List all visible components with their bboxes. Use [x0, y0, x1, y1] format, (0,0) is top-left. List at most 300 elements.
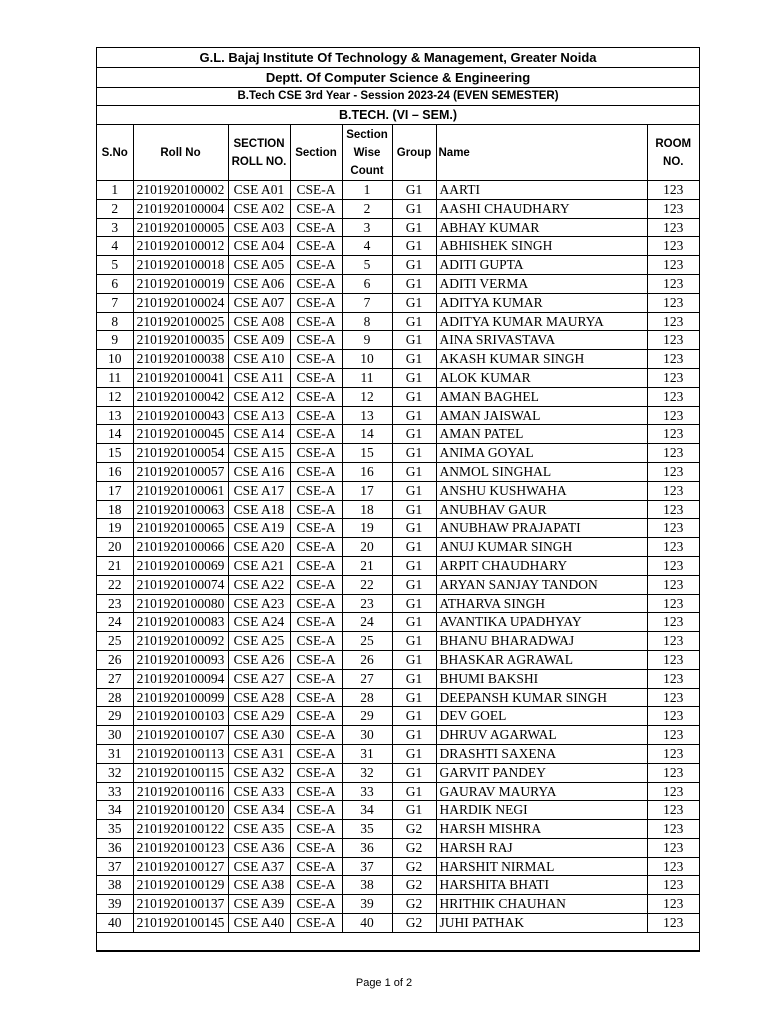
cell-section-count: 21 — [342, 556, 392, 575]
cell-name: HARSHITA BHATI — [436, 876, 647, 895]
cell-sno: 18 — [97, 500, 133, 519]
cell-section: CSE-A — [290, 801, 342, 820]
table-row — [97, 406, 699, 425]
cell-section-roll-no: CSE A01 — [228, 181, 290, 200]
cell-group: G1 — [392, 669, 436, 688]
cell-section: CSE-A — [290, 820, 342, 839]
table-row — [97, 199, 699, 218]
cell-name: ANMOL SINGHAL — [436, 462, 647, 481]
cell-section-roll-no: CSE A19 — [228, 519, 290, 538]
table-row — [97, 726, 699, 745]
table-row — [97, 914, 699, 933]
cell-roll-no: 2101920100035 — [133, 331, 228, 350]
table-header-row — [97, 125, 699, 181]
cell-roll-no: 2101920100054 — [133, 444, 228, 463]
cell-section-count: 26 — [342, 650, 392, 669]
cell-name: ANUJ KUMAR SINGH — [436, 538, 647, 557]
table-row — [97, 801, 699, 820]
cell-section-roll-no: CSE A07 — [228, 293, 290, 312]
cell-name: HRITHIK CHAUHAN — [436, 895, 647, 914]
table-row — [97, 181, 699, 200]
cell-section: CSE-A — [290, 594, 342, 613]
cell-section-count: 24 — [342, 613, 392, 632]
cell-section-roll-no: CSE A04 — [228, 237, 290, 256]
session-title: B.Tech CSE 3rd Year - Session 2023-24 (EVEN SEMESTER) — [97, 88, 699, 106]
cell-section: CSE-A — [290, 218, 342, 237]
cell-group: G1 — [392, 181, 436, 200]
cell-room-no: 123 — [647, 782, 699, 801]
cell-room-no: 123 — [647, 575, 699, 594]
cell-group: G1 — [392, 688, 436, 707]
cell-sno: 26 — [97, 650, 133, 669]
cell-room-no: 123 — [647, 519, 699, 538]
cell-group: G1 — [392, 218, 436, 237]
col-header-group: Group — [392, 125, 436, 181]
cell-section-roll-no: CSE A26 — [228, 650, 290, 669]
cell-roll-no: 2101920100103 — [133, 707, 228, 726]
cell-section-roll-no: CSE A39 — [228, 895, 290, 914]
cell-section: CSE-A — [290, 519, 342, 538]
cell-section-count: 9 — [342, 331, 392, 350]
cell-section-count: 13 — [342, 406, 392, 425]
cell-group: G1 — [392, 350, 436, 369]
cell-sno: 6 — [97, 274, 133, 293]
cell-roll-no: 2101920100116 — [133, 782, 228, 801]
cell-sno: 34 — [97, 801, 133, 820]
cell-section-count: 8 — [342, 312, 392, 331]
cell-roll-no: 2101920100024 — [133, 293, 228, 312]
cell-section-count: 35 — [342, 820, 392, 839]
cell-group: G1 — [392, 406, 436, 425]
cell-sno: 4 — [97, 237, 133, 256]
table-row — [97, 538, 699, 557]
cell-section: CSE-A — [290, 632, 342, 651]
cell-name: AKASH KUMAR SINGH — [436, 350, 647, 369]
table-row — [97, 237, 699, 256]
col-header-name: Name — [436, 125, 647, 181]
cell-section-roll-no: CSE A24 — [228, 613, 290, 632]
cell-sno: 36 — [97, 838, 133, 857]
cell-section-count: 27 — [342, 669, 392, 688]
cell-section-roll-no: CSE A12 — [228, 387, 290, 406]
cell-room-no: 123 — [647, 669, 699, 688]
cell-roll-no: 2101920100069 — [133, 556, 228, 575]
cell-room-no: 123 — [647, 256, 699, 275]
cell-section-roll-no: CSE A28 — [228, 688, 290, 707]
col-header-section-roll-no-line: ROLL NO. — [231, 155, 287, 168]
page-number: Page 1 of 2 — [355, 977, 413, 989]
cell-sno: 33 — [97, 782, 133, 801]
col-header-section-roll-no-line: SECTION — [233, 137, 285, 150]
cell-roll-no: 2101920100066 — [133, 538, 228, 557]
cell-section-roll-no: CSE A38 — [228, 876, 290, 895]
cell-section-count: 19 — [342, 519, 392, 538]
cell-section-count: 40 — [342, 914, 392, 933]
cell-name: DRASHTI SAXENA — [436, 744, 647, 763]
cell-section: CSE-A — [290, 538, 342, 557]
table-row — [97, 669, 699, 688]
cell-section-roll-no: CSE A34 — [228, 801, 290, 820]
cell-section-count: 16 — [342, 462, 392, 481]
cell-section-roll-no: CSE A03 — [228, 218, 290, 237]
cell-roll-no: 2101920100115 — [133, 763, 228, 782]
cell-section: CSE-A — [290, 406, 342, 425]
cell-group: G1 — [392, 707, 436, 726]
cell-section-roll-no: CSE A30 — [228, 726, 290, 745]
cell-section: CSE-A — [290, 575, 342, 594]
table-row — [97, 368, 699, 387]
cell-section: CSE-A — [290, 462, 342, 481]
cell-roll-no: 2101920100094 — [133, 669, 228, 688]
cell-roll-no: 2101920100093 — [133, 650, 228, 669]
cell-section-count: 4 — [342, 237, 392, 256]
table-row — [97, 500, 699, 519]
cell-section-roll-no: CSE A40 — [228, 914, 290, 933]
cell-sno: 14 — [97, 425, 133, 444]
cell-roll-no: 2101920100012 — [133, 237, 228, 256]
cell-sno: 35 — [97, 820, 133, 839]
cell-roll-no: 2101920100122 — [133, 820, 228, 839]
cell-section-roll-no: CSE A08 — [228, 312, 290, 331]
col-header-room-no — [647, 125, 699, 181]
cell-room-no: 123 — [647, 538, 699, 557]
cell-section: CSE-A — [290, 199, 342, 218]
cell-section: CSE-A — [290, 669, 342, 688]
cell-section-roll-no: CSE A23 — [228, 594, 290, 613]
cell-section: CSE-A — [290, 481, 342, 500]
cell-room-no: 123 — [647, 838, 699, 857]
cell-section: CSE-A — [290, 688, 342, 707]
col-header-room-line: ROOM — [655, 137, 692, 150]
cell-name: AMAN BAGHEL — [436, 387, 647, 406]
cell-name: AMAN PATEL — [436, 425, 647, 444]
col-header-sno: S.No — [97, 125, 133, 181]
cell-sno: 17 — [97, 481, 133, 500]
cell-name: ADITYA KUMAR — [436, 293, 647, 312]
cell-group: G1 — [392, 763, 436, 782]
cell-section-roll-no: CSE A37 — [228, 857, 290, 876]
cell-sno: 3 — [97, 218, 133, 237]
cell-name: ANUBHAV GAUR — [436, 500, 647, 519]
cell-section: CSE-A — [290, 650, 342, 669]
cell-section: CSE-A — [290, 726, 342, 745]
col-header-count-line: Section — [346, 128, 388, 141]
empty-cell — [97, 932, 699, 950]
table-row — [97, 462, 699, 481]
attendance-sheet — [96, 47, 700, 952]
cell-name: HARSH MISHRA — [436, 820, 647, 839]
cell-section-roll-no: CSE A16 — [228, 462, 290, 481]
cell-roll-no: 2101920100061 — [133, 481, 228, 500]
cell-sno: 12 — [97, 387, 133, 406]
cell-group: G1 — [392, 782, 436, 801]
cell-section: CSE-A — [290, 556, 342, 575]
cell-roll-no: 2101920100057 — [133, 462, 228, 481]
cell-section-count: 30 — [342, 726, 392, 745]
cell-room-no: 123 — [647, 500, 699, 519]
cell-section-count: 31 — [342, 744, 392, 763]
cell-roll-no: 2101920100137 — [133, 895, 228, 914]
cell-section-count: 39 — [342, 895, 392, 914]
cell-sno: 28 — [97, 688, 133, 707]
cell-section-count: 37 — [342, 857, 392, 876]
cell-name: AVANTIKA UPADHYAY — [436, 613, 647, 632]
cell-section-roll-no: CSE A09 — [228, 331, 290, 350]
cell-group: G1 — [392, 256, 436, 275]
table-row — [97, 293, 699, 312]
cell-room-no: 123 — [647, 556, 699, 575]
cell-group: G1 — [392, 726, 436, 745]
cell-room-no: 123 — [647, 820, 699, 839]
cell-section-roll-no: CSE A33 — [228, 782, 290, 801]
table-row — [97, 256, 699, 275]
cell-sno: 25 — [97, 632, 133, 651]
cell-name: AINA SRIVASTAVA — [436, 331, 647, 350]
cell-roll-no: 2101920100113 — [133, 744, 228, 763]
cell-group: G1 — [392, 650, 436, 669]
cell-section: CSE-A — [290, 857, 342, 876]
cell-group: G1 — [392, 274, 436, 293]
cell-section-count: 22 — [342, 575, 392, 594]
cell-group: G1 — [392, 387, 436, 406]
cell-room-no: 123 — [647, 387, 699, 406]
cell-roll-no: 2101920100123 — [133, 838, 228, 857]
cell-section-roll-no: CSE A31 — [228, 744, 290, 763]
cell-sno: 37 — [97, 857, 133, 876]
cell-name: ALOK KUMAR — [436, 368, 647, 387]
cell-section: CSE-A — [290, 256, 342, 275]
cell-roll-no: 2101920100107 — [133, 726, 228, 745]
table-row — [97, 218, 699, 237]
cell-group: G1 — [392, 632, 436, 651]
cell-roll-no: 2101920100063 — [133, 500, 228, 519]
cell-section-count: 38 — [342, 876, 392, 895]
department-title: Deptt. Of Computer Science & Engineering — [97, 68, 699, 88]
cell-room-no: 123 — [647, 218, 699, 237]
cell-section: CSE-A — [290, 895, 342, 914]
cell-group: G1 — [392, 594, 436, 613]
table-row — [97, 575, 699, 594]
cell-group: G2 — [392, 876, 436, 895]
cell-section: CSE-A — [290, 293, 342, 312]
cell-roll-no: 2101920100145 — [133, 914, 228, 933]
cell-section-count: 36 — [342, 838, 392, 857]
cell-section-count: 34 — [342, 801, 392, 820]
cell-roll-no: 2101920100038 — [133, 350, 228, 369]
cell-roll-no: 2101920100083 — [133, 613, 228, 632]
cell-room-no: 123 — [647, 914, 699, 933]
cell-group: G1 — [392, 293, 436, 312]
cell-section-count: 10 — [342, 350, 392, 369]
cell-roll-no: 2101920100004 — [133, 199, 228, 218]
cell-name: ANUBHAW PRAJAPATI — [436, 519, 647, 538]
cell-name: AASHI CHAUDHARY — [436, 199, 647, 218]
cell-group: G1 — [392, 538, 436, 557]
table-row — [97, 650, 699, 669]
cell-section-roll-no: CSE A20 — [228, 538, 290, 557]
cell-room-no: 123 — [647, 444, 699, 463]
cell-group: G1 — [392, 801, 436, 820]
cell-section-count: 12 — [342, 387, 392, 406]
cell-group: G2 — [392, 838, 436, 857]
col-header-roll-no: Roll No — [133, 125, 228, 181]
cell-section-count: 15 — [342, 444, 392, 463]
cell-name: JUHI PATHAK — [436, 914, 647, 933]
col-header-room-line: NO. — [663, 155, 684, 168]
cell-sno: 39 — [97, 895, 133, 914]
cell-sno: 1 — [97, 181, 133, 200]
cell-group: G1 — [392, 331, 436, 350]
cell-section: CSE-A — [290, 181, 342, 200]
cell-name: ANSHU KUSHWAHA — [436, 481, 647, 500]
cell-section: CSE-A — [290, 387, 342, 406]
table-row — [97, 857, 699, 876]
cell-section-count: 2 — [342, 199, 392, 218]
col-header-count-line: Wise — [353, 146, 381, 159]
cell-sno: 30 — [97, 726, 133, 745]
table-row — [97, 744, 699, 763]
cell-sno: 7 — [97, 293, 133, 312]
cell-section-count: 23 — [342, 594, 392, 613]
cell-room-no: 123 — [647, 181, 699, 200]
table-row — [97, 481, 699, 500]
table-row — [97, 820, 699, 839]
cell-roll-no: 2101920100129 — [133, 876, 228, 895]
table-row — [97, 895, 699, 914]
cell-section: CSE-A — [290, 707, 342, 726]
cell-section-count: 5 — [342, 256, 392, 275]
cell-section: CSE-A — [290, 444, 342, 463]
cell-section-roll-no: CSE A32 — [228, 763, 290, 782]
cell-section-roll-no: CSE A17 — [228, 481, 290, 500]
cell-room-no: 123 — [647, 237, 699, 256]
table-row — [97, 331, 699, 350]
cell-roll-no: 2101920100074 — [133, 575, 228, 594]
cell-group: G1 — [392, 425, 436, 444]
cell-name: BHANU BHARADWAJ — [436, 632, 647, 651]
cell-name: DEV GOEL — [436, 707, 647, 726]
col-header-count-line: Count — [350, 164, 384, 177]
cell-sno: 29 — [97, 707, 133, 726]
cell-sno: 23 — [97, 594, 133, 613]
cell-section-count: 32 — [342, 763, 392, 782]
cell-room-no: 123 — [647, 331, 699, 350]
cell-name: ABHAY KUMAR — [436, 218, 647, 237]
table-row — [97, 425, 699, 444]
cell-section: CSE-A — [290, 914, 342, 933]
table-row — [97, 782, 699, 801]
cell-section-count: 17 — [342, 481, 392, 500]
cell-name: BHUMI BAKSHI — [436, 669, 647, 688]
cell-section: CSE-A — [290, 350, 342, 369]
cell-section: CSE-A — [290, 876, 342, 895]
cell-section-count: 28 — [342, 688, 392, 707]
cell-room-no: 123 — [647, 726, 699, 745]
table-row — [97, 556, 699, 575]
table-row — [97, 274, 699, 293]
cell-name: HARSH RAJ — [436, 838, 647, 857]
cell-sno: 11 — [97, 368, 133, 387]
cell-section: CSE-A — [290, 312, 342, 331]
table-row — [97, 594, 699, 613]
cell-room-no: 123 — [647, 594, 699, 613]
cell-group: G1 — [392, 575, 436, 594]
cell-sno: 21 — [97, 556, 133, 575]
cell-room-no: 123 — [647, 744, 699, 763]
table-row — [97, 312, 699, 331]
cell-sno: 5 — [97, 256, 133, 275]
cell-room-no: 123 — [647, 368, 699, 387]
cell-room-no: 123 — [647, 876, 699, 895]
cell-section-roll-no: CSE A14 — [228, 425, 290, 444]
cell-group: G1 — [392, 556, 436, 575]
cell-section-count: 3 — [342, 218, 392, 237]
cell-section-roll-no: CSE A05 — [228, 256, 290, 275]
cell-section: CSE-A — [290, 368, 342, 387]
cell-room-no: 123 — [647, 857, 699, 876]
table-body — [97, 181, 699, 951]
cell-group: G1 — [392, 500, 436, 519]
table-row — [97, 519, 699, 538]
cell-group: G1 — [392, 444, 436, 463]
cell-group: G1 — [392, 744, 436, 763]
cell-roll-no: 2101920100025 — [133, 312, 228, 331]
cell-sno: 16 — [97, 462, 133, 481]
cell-sno: 13 — [97, 406, 133, 425]
cell-group: G2 — [392, 857, 436, 876]
table-row — [97, 876, 699, 895]
cell-name: ARYAN SANJAY TANDON — [436, 575, 647, 594]
table-row — [97, 707, 699, 726]
table-row-empty — [97, 932, 699, 950]
cell-group: G1 — [392, 462, 436, 481]
cell-roll-no: 2101920100002 — [133, 181, 228, 200]
cell-section-roll-no: CSE A35 — [228, 820, 290, 839]
cell-roll-no: 2101920100120 — [133, 801, 228, 820]
cell-roll-no: 2101920100080 — [133, 594, 228, 613]
cell-name: ARPIT CHAUDHARY — [436, 556, 647, 575]
cell-name: DEEPANSH KUMAR SINGH — [436, 688, 647, 707]
cell-room-no: 123 — [647, 688, 699, 707]
cell-group: G1 — [392, 368, 436, 387]
cell-group: G1 — [392, 613, 436, 632]
cell-section-count: 1 — [342, 181, 392, 200]
cell-group: G2 — [392, 914, 436, 933]
cell-name: AARTI — [436, 181, 647, 200]
cell-name: ADITI VERMA — [436, 274, 647, 293]
cell-group: G2 — [392, 820, 436, 839]
cell-sno: 40 — [97, 914, 133, 933]
cell-roll-no: 2101920100045 — [133, 425, 228, 444]
cell-section-count: 29 — [342, 707, 392, 726]
cell-roll-no: 2101920100065 — [133, 519, 228, 538]
cell-room-no: 123 — [647, 707, 699, 726]
cell-room-no: 123 — [647, 293, 699, 312]
cell-section-count: 25 — [342, 632, 392, 651]
cell-section: CSE-A — [290, 331, 342, 350]
cell-name: GARVIT PANDEY — [436, 763, 647, 782]
cell-roll-no: 2101920100041 — [133, 368, 228, 387]
cell-room-no: 123 — [647, 763, 699, 782]
table-row — [97, 688, 699, 707]
cell-room-no: 123 — [647, 425, 699, 444]
cell-roll-no: 2101920100043 — [133, 406, 228, 425]
cell-roll-no: 2101920100005 — [133, 218, 228, 237]
cell-sno: 27 — [97, 669, 133, 688]
cell-section-roll-no: CSE A18 — [228, 500, 290, 519]
table-row — [97, 838, 699, 857]
cell-section-roll-no: CSE A25 — [228, 632, 290, 651]
